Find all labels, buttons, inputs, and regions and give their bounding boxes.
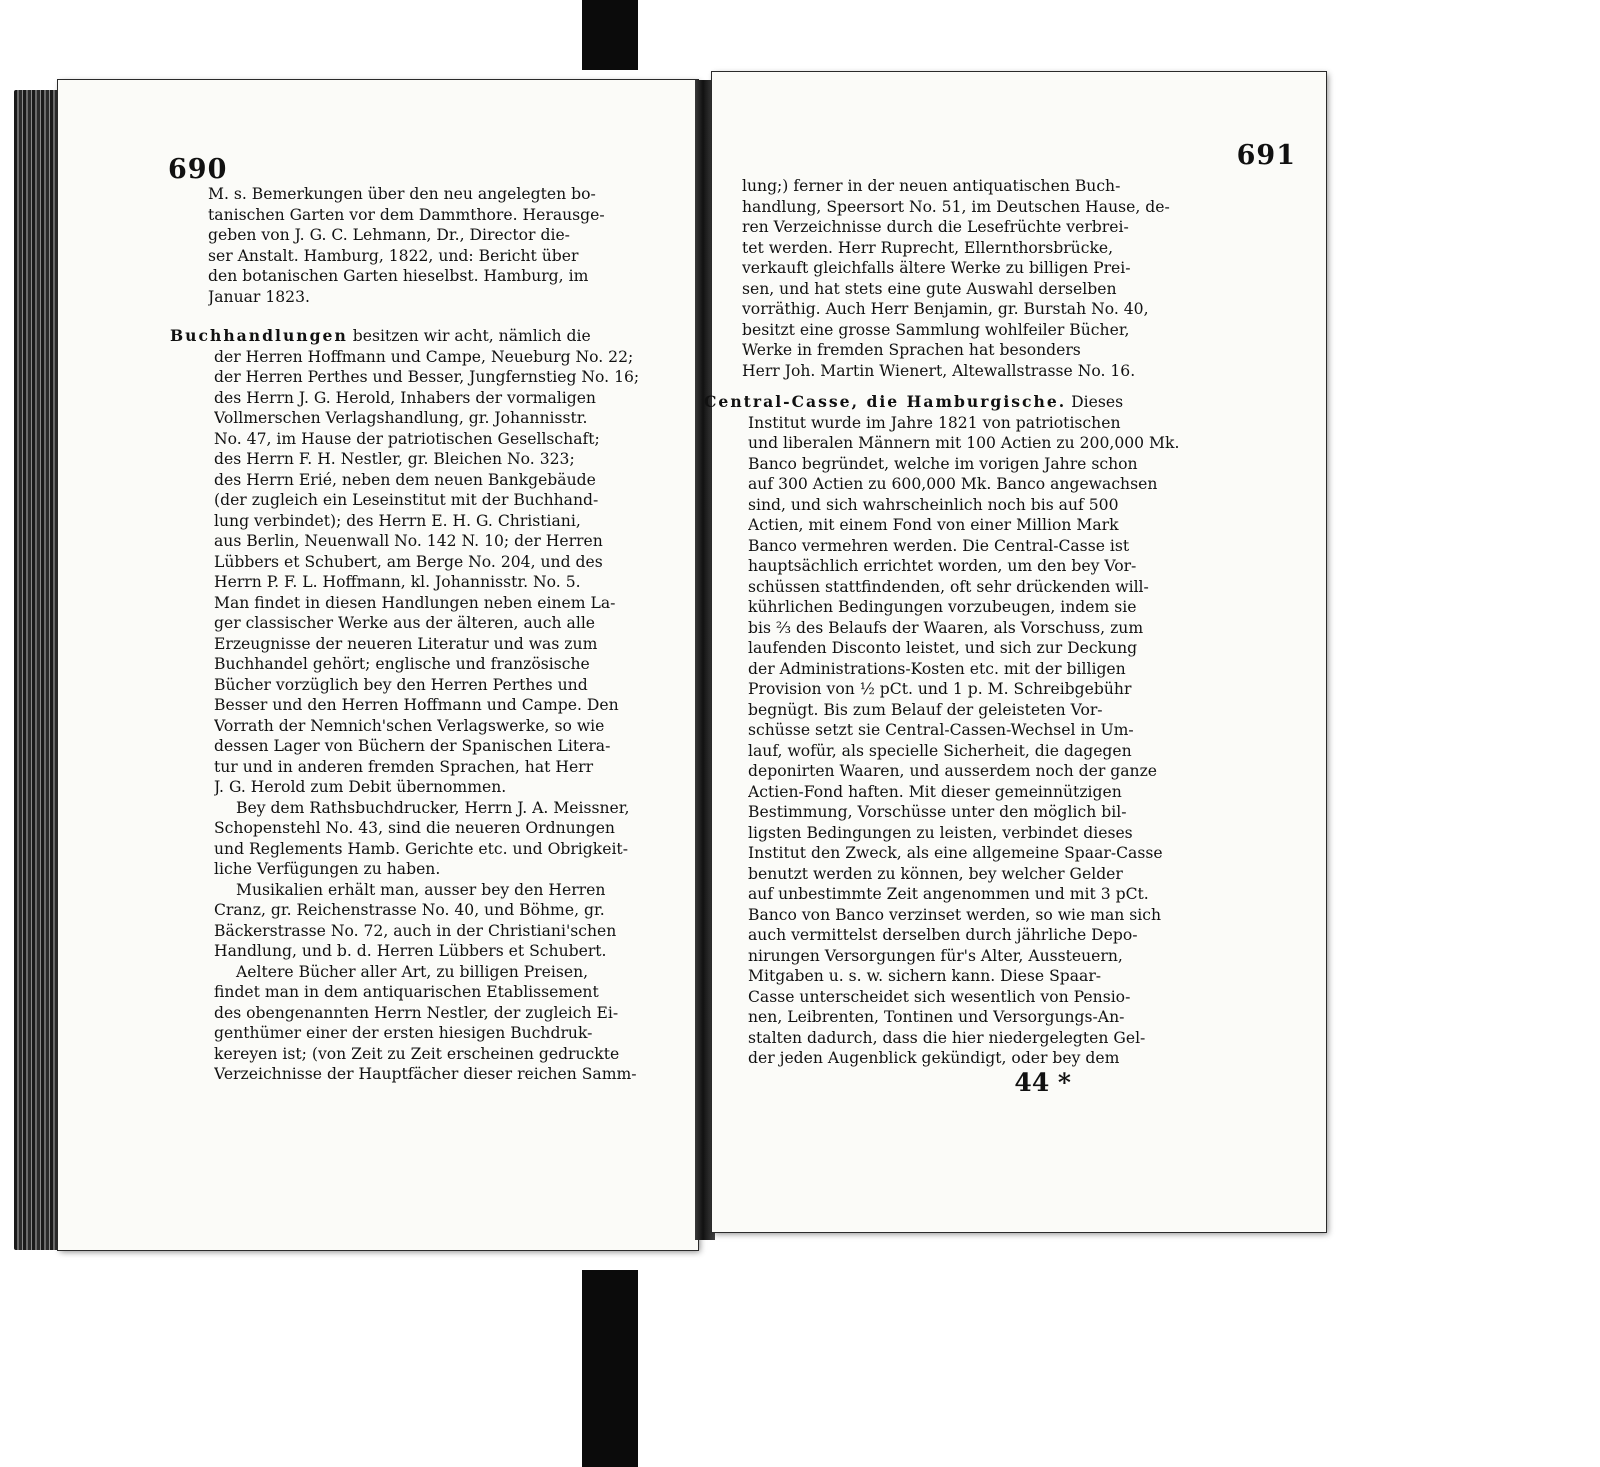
text-line: des Herrn F. H. Nestler, gr. Bleichen No. 323;	[214, 450, 575, 468]
left-page	[58, 80, 698, 1250]
text-line: Mitgaben u. s. w. sichern kann. Diese Spaar-	[748, 967, 1102, 985]
text-line: geben von J. G. C. Lehmann, Dr., Director die-	[208, 226, 570, 244]
text-line: der jeden Augenblick gekündigt, oder bey dem	[748, 1049, 1120, 1067]
right-block-continuation	[742, 176, 1202, 381]
text-line: Casse unterscheidet sich wesentlich von Pensio-	[748, 987, 1131, 1006]
text-line: begnügt. Bis zum Belauf der geleisteten Vor-	[748, 700, 1103, 719]
text-line: Besser und den Herren Hoffmann und Campe. Den	[214, 696, 619, 714]
text-line: tet werden. Herr Ruprecht, Ellernthorsbrücke,	[742, 238, 1114, 257]
text-line: Actien, mit einem Fond von einer Million Mark	[748, 516, 1119, 534]
text-line: Schopenstehl No. 43, sind die neueren Ordnungen	[214, 819, 615, 837]
text-line: auch vermittelst derselben durch jährliche Depo-	[748, 926, 1138, 944]
text-line: laufenden Disconto leistet, und sich zur Deckung	[748, 639, 1138, 657]
text-line: benutzt werden zu können, bey welcher Gelder	[748, 864, 1123, 883]
text-line: Cranz, gr. Reichenstrasse No. 40, und Böhme, gr.	[214, 901, 605, 919]
text-line: Herrn P. F. L. Hoffmann, kl. Johannisstr. No. 5.	[214, 573, 581, 591]
text-line: findet man in dem antiquarischen Etablissement	[214, 983, 599, 1001]
text-line: der Administrations-Kosten etc. mit der billigen	[748, 659, 1126, 678]
left-page-number: 690	[168, 154, 228, 185]
central-casse-first-line: Central-Casse, die Hamburgische. Dieses	[704, 392, 1124, 411]
text-line: nen, Leibrenten, Tontinen und Versorgungs-An-	[748, 1008, 1125, 1026]
right-block-central-casse	[704, 392, 1204, 1069]
text-line: Werke in fremden Sprachen hat besonders	[742, 341, 1081, 359]
right-page-number: 691	[1236, 140, 1296, 171]
text-line: Institut wurde im Jahre 1821 von patriotischen	[748, 413, 1121, 432]
left-block-buchhandlungen	[170, 326, 680, 1085]
left-block-botanical-garden	[208, 184, 678, 307]
text-line: aus Berlin, Neuenwall No. 142 N. 10; der Herren	[214, 532, 603, 550]
text-line: der Herren Hoffmann und Campe, Neueburg No. 22;	[214, 347, 634, 366]
text-line: J. G. Herold zum Debit übernommen.	[214, 778, 507, 796]
text-line: Banco begründet, welche im vorigen Jahre schon	[748, 454, 1138, 473]
rathsbuchdrucker-paragraph	[170, 798, 680, 880]
text-line: tur und in anderen fremden Sprachen, hat Herr	[214, 757, 594, 776]
central-casse-heading: Central-Casse, die Hamburgische.	[704, 392, 1067, 411]
right-page	[704, 72, 1326, 1232]
text-line: sen, und hat stets eine gute Auswahl derselben	[742, 279, 1117, 298]
text-line: des Herrn J. G. Herold, Inhabers der vormaligen	[214, 388, 596, 407]
text-line: Provision von ½ pCt. und 1 p. M. Schreibgebühr	[748, 680, 1132, 698]
text-line: lauf, wofür, als specielle Sicherheit, die dagegen	[748, 741, 1132, 760]
text-line: ger classischer Werke aus der älteren, auch alle	[214, 614, 596, 632]
text-line: handlung, Speersort No. 51, im Deutschen Hause, de-	[742, 197, 1170, 216]
buchhandlungen-body	[170, 347, 680, 798]
page-edges-stack	[14, 90, 62, 1250]
text-line: lung;) ferner in der neuen antiquatischen Buch-	[742, 177, 1121, 195]
text-line: verkauft gleichfalls ältere Werke zu billigen Prei-	[742, 259, 1131, 277]
text-line: kührlichen Bedingungen vorzubeugen, indem sie	[748, 598, 1137, 616]
text-line: Bäckerstrasse No. 72, auch in der Christiani'schen	[214, 921, 617, 940]
buchhandlungen-first-line: Buchhandlungen besitzen wir acht, nämlich die	[170, 326, 591, 345]
text-line: und liberalen Männern mit 100 Actien zu 200,000 Mk.	[748, 434, 1180, 452]
text-line: schüsse setzt sie Central-Cassen-Wechsel in Um-	[748, 721, 1134, 739]
text-line: No. 47, im Hause der patriotischen Gesellschaft;	[214, 429, 600, 448]
text-line: Herr Joh. Martin Wienert, Altewallstrasse No. 16.	[742, 361, 1136, 380]
central-casse-body	[704, 413, 1204, 1069]
text-line: der Herren Perthes und Besser, Jungfernstieg No. 16;	[214, 368, 640, 386]
text-line: Buchhandel gehört; englische und französische	[214, 655, 590, 673]
text-line: Januar 1823.	[208, 287, 310, 306]
text-line: Banco vermehren werden. Die Central-Casse ist	[748, 536, 1130, 555]
text-line: liche Verfügungen zu haben.	[214, 860, 441, 878]
text-line: Lübbers et Schubert, am Berge No. 204, und des	[214, 552, 603, 571]
text-line: und Reglements Hamb. Gerichte etc. und Obrigkeit-	[214, 839, 628, 858]
text-line: besitzt eine grosse Sammlung wohlfeiler Bücher,	[742, 320, 1130, 339]
text-line: auf unbestimmte Zeit angenommen und mit 3 pCt.	[748, 885, 1149, 903]
signature-mark: 44 *	[1014, 1068, 1071, 1097]
text-line: Aeltere Bücher aller Art, zu billigen Preisen,	[236, 962, 589, 981]
text-line: des obengenannten Herrn Nestler, der zugleich Ei-	[214, 1003, 619, 1022]
text-line: Institut den Zweck, als eine allgemeine Spaar-Casse	[748, 844, 1163, 862]
text-line: Erzeugnisse der neueren Literatur und was zum	[214, 634, 598, 653]
text-line: ligsten Bedingungen zu leisten, verbindet dieses	[748, 823, 1133, 842]
text-line: Banco von Banco verzinset werden, so wie man sich	[748, 905, 1162, 924]
text-line: Vorrath der Nemnich'schen Verlagswerke, so wie	[214, 716, 605, 735]
text-line: stalten dadurch, dass die hier niedergelegten Gel-	[748, 1028, 1146, 1047]
text-line: des Herrn Erié, neben dem neuen Bankgebäude	[214, 470, 596, 489]
text-line: bis ⅔ des Belaufs der Waaren, als Vorschuss, zum	[748, 618, 1144, 637]
text-line: sind, und sich wahrscheinlich noch bis auf 500	[748, 495, 1119, 514]
text-line: tanischen Garten vor dem Dammthore. Herausge-	[208, 205, 605, 224]
text-line: (der zugleich ein Leseinstitut mit der Buchhand-	[214, 491, 599, 509]
text-line: kereyen ist; (von Zeit zu Zeit erscheinen gedruckte	[214, 1044, 620, 1063]
text-line: M. s. Bemerkungen über den neu angelegten bo-	[208, 185, 596, 203]
text-line: schüssen stattfindenden, oft sehr drückenden will-	[748, 577, 1149, 596]
text-line: Bestimmung, Vorschüsse unter den möglich bil-	[748, 803, 1127, 821]
text-line: den botanischen Garten hieselbst. Hamburg, im	[208, 267, 589, 285]
text-line: ren Verzeichnisse durch die Lesefrüchte verbrei-	[742, 218, 1129, 236]
text-line: Handlung, und b. d. Herren Lübbers et Schubert.	[214, 942, 607, 960]
text-line: Man findet in diesen Handlungen neben einem La-	[214, 593, 616, 612]
text-line: Vollmerschen Verlagshandlung, gr. Johannisstr.	[214, 409, 588, 427]
text-line: vorräthig. Auch Herr Benjamin, gr. Burstah No. 40,	[742, 300, 1149, 318]
text-line: hauptsächlich errichtet worden, um den bey Vor-	[748, 557, 1137, 575]
text-line: Bücher vorzüglich bey den Herren Perthes und	[214, 675, 588, 694]
text-line: auf 300 Actien zu 600,000 Mk. Banco angewachsen	[748, 475, 1158, 493]
musikalien-paragraph	[170, 880, 680, 962]
text-line: Bey dem Rathsbuchdrucker, Herrn J. A. Meissner,	[236, 798, 630, 817]
text-line: deponirten Waaren, und ausserdem noch der ganze	[748, 762, 1158, 780]
text-line: lung verbindet); des Herrn E. H. G. Christiani,	[214, 511, 581, 530]
text-line: genthümer einer der ersten hiesigen Buchdruk-	[214, 1024, 593, 1042]
aeltere-buecher-paragraph	[170, 962, 680, 1085]
text-line: Musikalien erhält man, ausser bey den Herren	[236, 880, 606, 899]
text-line: dessen Lager von Büchern der Spanischen Litera-	[214, 737, 611, 755]
text-line: Verzeichnisse der Hauptfächer dieser reichen Samm-	[214, 1065, 637, 1083]
text-line: ser Anstalt. Hamburg, 1822, und: Bericht über	[208, 246, 579, 265]
buchhandlungen-heading: Buchhandlungen	[170, 326, 348, 345]
text-line: nirungen Versorgungen für's Alter, Aussteuern,	[748, 946, 1123, 965]
text-line: Actien-Fond haften. Mit dieser gemeinnützigen	[748, 782, 1122, 801]
